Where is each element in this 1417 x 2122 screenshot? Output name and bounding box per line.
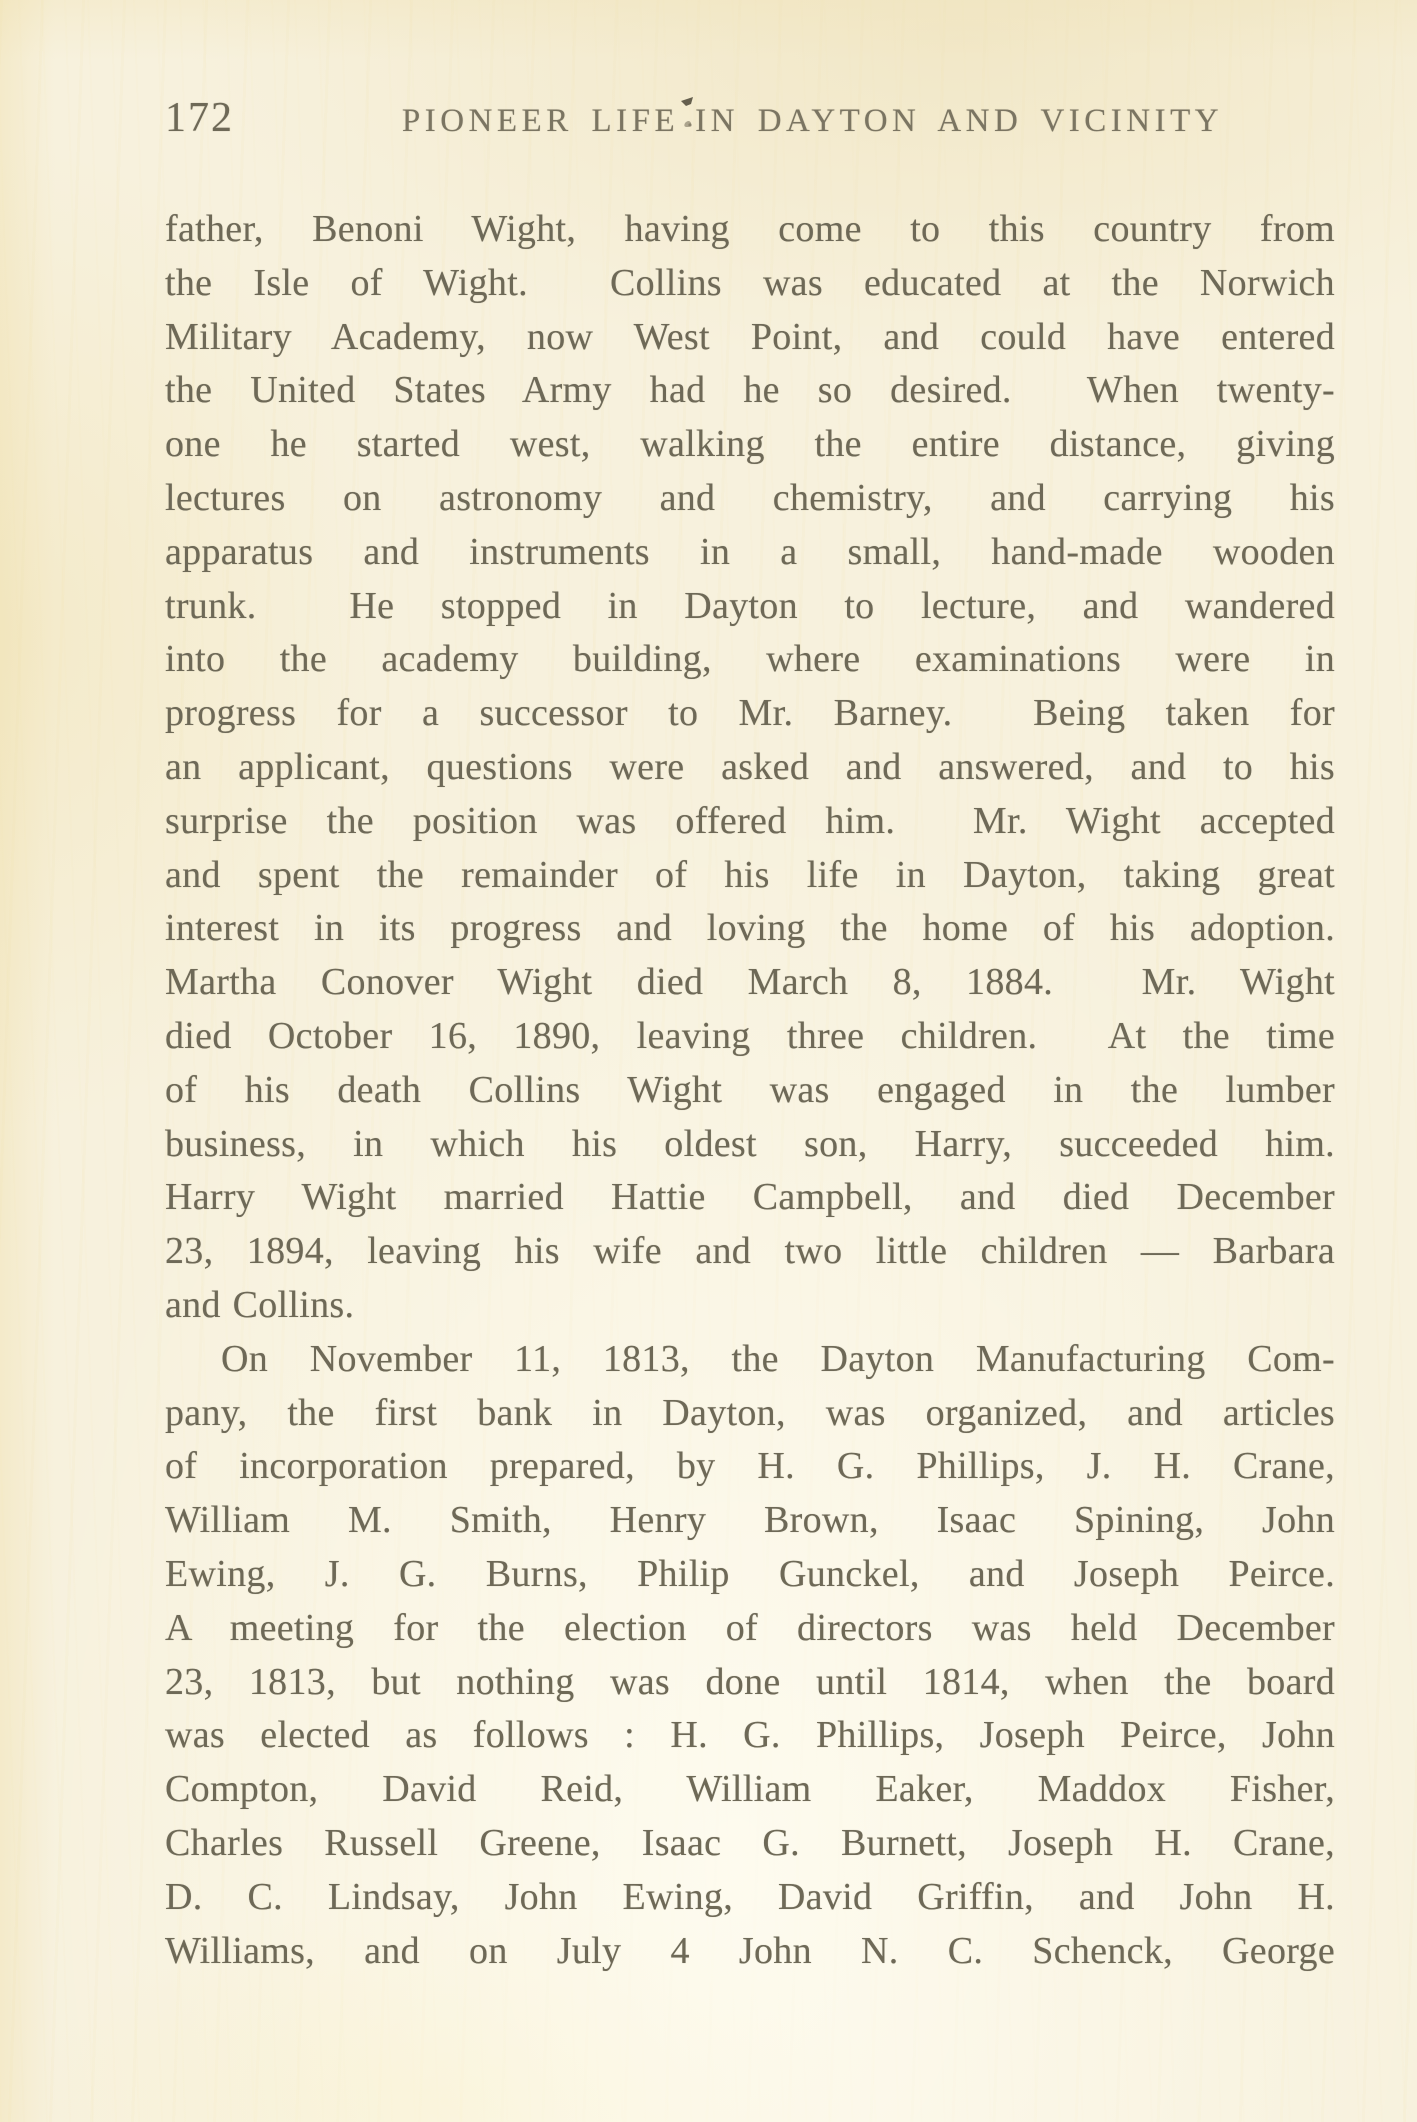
text-line: father, Benoni Wight, having come to this country from [165, 208, 1335, 250]
page-number: 172 [165, 95, 234, 141]
running-header-left: PIONEER LIFE [401, 103, 680, 139]
text-line: into the academy building, where examinations were in [165, 638, 1335, 681]
text-line: trunk. He stopped in Dayton to lecture, and wandered [165, 584, 1335, 627]
text-line: On November 11, 1813, the Dayton Manufacturing Com- [221, 1337, 1335, 1380]
text-line: Compton, David Reid, William Eaker, Maddox Fisher, [165, 1768, 1335, 1811]
text-line: Williams, and on July 4 John N. C. Schenck, George [165, 1929, 1335, 1972]
text-line: the United States Army had he so desired. When twenty- [165, 369, 1335, 412]
text-line: was elected as follows : H. G. Phillips, Joseph Peirce, John [165, 1714, 1335, 1757]
text-line: D. C. Lindsay, John Ewing, David Griffin, and John H. [165, 1875, 1335, 1918]
text-line: A meeting for the election of directors was held December [165, 1606, 1335, 1649]
text-line: and Collins. [165, 1283, 355, 1326]
running-header [290, 101, 1335, 140]
ink-smudge-icon [679, 101, 695, 131]
text-line: and spent the remainder of his life in Dayton, taking great [165, 853, 1335, 896]
text-line: progress for a successor to Mr. Barney. Being taken for [165, 692, 1335, 735]
running-header-right: IN DAYTON AND VICINITY [695, 103, 1224, 139]
text-line: died October 16, 1890, leaving three children. At the time [165, 1014, 1335, 1057]
text-line: lectures on astronomy and chemistry, and carrying his [165, 476, 1335, 519]
text-line: surprise the position was offered him. Mr. Wight accepted [165, 799, 1335, 842]
text-line: 23, 1894, leaving his wife and two little children — Barbara [165, 1230, 1335, 1273]
text-line: Ewing, J. G. Burns, Philip Gunckel, and Joseph Peirce. [165, 1552, 1335, 1595]
text-line: business, in which his oldest son, Harry, succeeded him. [165, 1122, 1335, 1165]
text-line: interest in its progress and loving the home of his adoption. [165, 907, 1335, 950]
text-line: Military Academy, now West Point, and could have entered [165, 315, 1335, 358]
text-line: William M. Smith, Henry Brown, Isaac Spining, John [165, 1499, 1335, 1542]
text-line: apparatus and instruments in a small, hand-made wooden [165, 530, 1335, 573]
text-line: pany, the first bank in Dayton, was organized, and articles [165, 1391, 1335, 1434]
text-line: one he started west, walking the entire distance, giving [165, 423, 1335, 466]
text-line: of his death Collins Wight was engaged in the lumber [165, 1068, 1335, 1111]
text-line: 23, 1813, but nothing was done until 1814, when the board [165, 1660, 1335, 1703]
text-line: the Isle of Wight. Collins was educated at the Norwich [165, 261, 1335, 304]
text-line: an applicant, questions were asked and answered, and to his [165, 745, 1335, 788]
text-line: Harry Wight married Hattie Campbell, and died December [165, 1176, 1335, 1219]
text-line: Martha Conover Wight died March 8, 1884. Mr. Wight [165, 961, 1335, 1004]
text-line: of incorporation prepared, by H. G. Phillips, J. H. Crane, [165, 1445, 1335, 1488]
text-line: Charles Russell Greene, Isaac G. Burnett, Joseph H. Crane, [165, 1821, 1335, 1864]
body-text [165, 203, 1335, 1978]
